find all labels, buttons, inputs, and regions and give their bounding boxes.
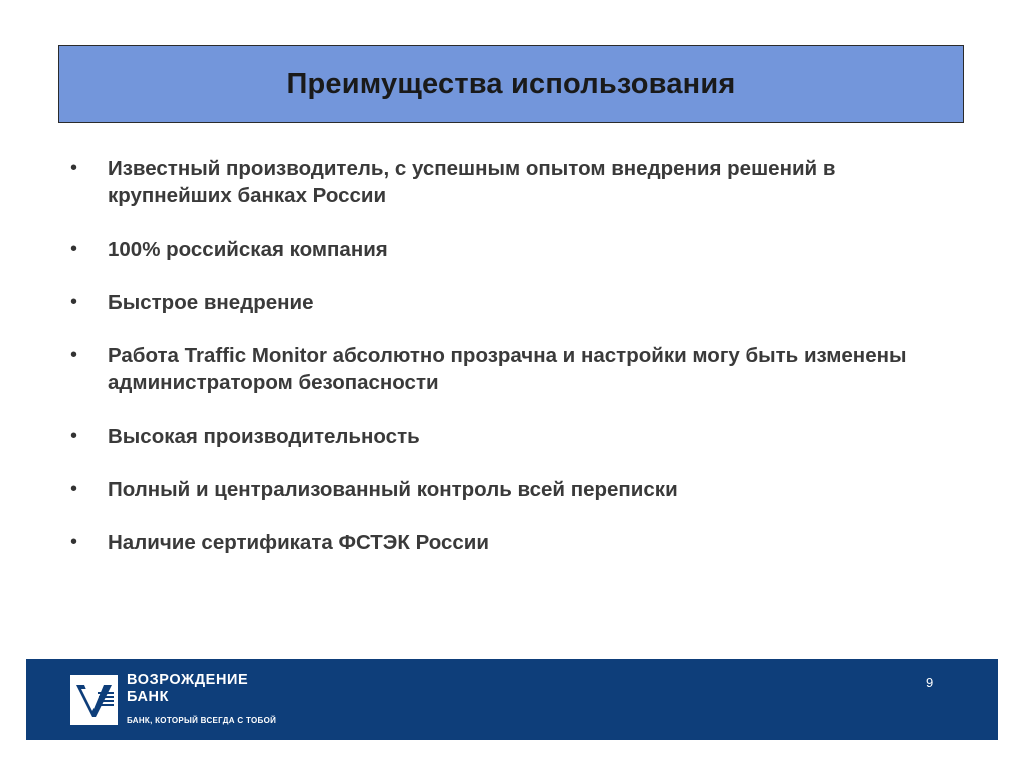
bullet-marker: •: [70, 344, 78, 366]
bullet-item: [70, 236, 950, 263]
bullet-marker: •: [70, 291, 78, 313]
brand-name: ВОЗРОЖДЕНИЕ БАНК: [127, 672, 249, 705]
slide-footer: [26, 659, 998, 740]
bullet-text: Известный производитель, с успешным опытом внедрения решений в крупнейших банках России: [108, 157, 836, 207]
bullet-text: Работа Traffic Monitor абсолютно прозрачна и настройки могу быть изменены администратором безопасности: [108, 344, 907, 394]
page-number: 9: [926, 675, 934, 690]
bullet-item: [70, 476, 950, 503]
bullet-item: [70, 342, 950, 396]
bullet-item: [70, 529, 950, 556]
brand-tagline: БАНК, КОТОРЫЙ ВСЕГДА С ТОБОЙ: [127, 716, 277, 725]
bullet-marker: •: [70, 478, 78, 500]
bullet-text: 100% российская компания: [108, 238, 388, 261]
bullet-item: [70, 289, 950, 316]
bullet-text: Высокая производительность: [108, 425, 420, 448]
bullet-item: [70, 155, 950, 209]
vozrozhdenie-bank-logo-icon: [70, 675, 118, 725]
bullet-marker: •: [70, 531, 78, 553]
bullet-marker: •: [70, 157, 78, 179]
bullet-text: Полный и централизованный контроль всей переписки: [108, 478, 678, 501]
bullet-text: Наличие сертификата ФСТЭК России: [108, 531, 489, 554]
slide-title: Преимущества использования: [286, 67, 736, 100]
bullet-item: [70, 423, 950, 450]
bullet-marker: •: [70, 425, 78, 447]
bullet-marker: •: [70, 238, 78, 260]
bullet-text: Быстрое внедрение: [108, 291, 314, 314]
